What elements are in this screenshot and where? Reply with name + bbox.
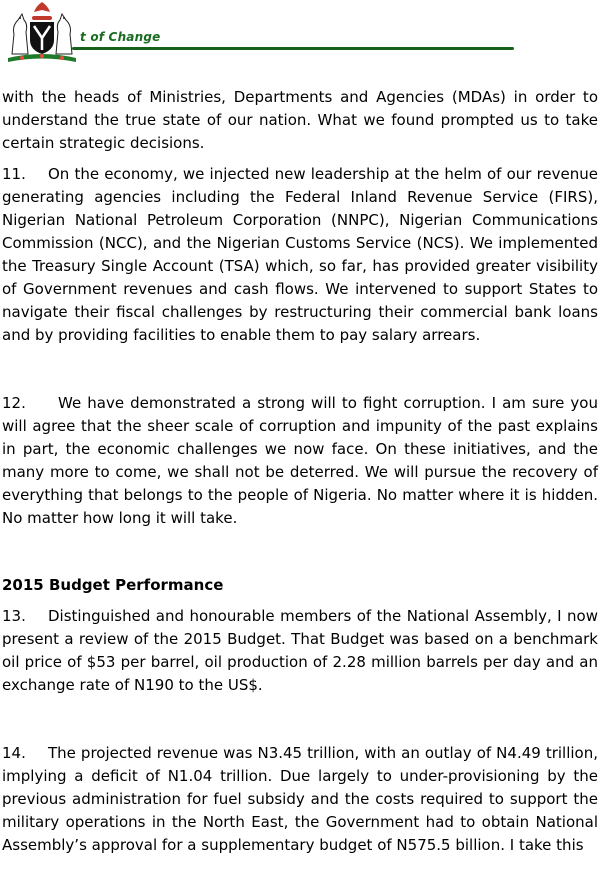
paragraph-text: Distinguished and honourable members of the National Assembly, I now present a review of the 2015 Budget. That Budget was based on a benchmark oil price of $53 per barrel, oil production of 2.28 million barrels per day and an exchange rate of N190 to the US$. bbox=[2, 607, 598, 694]
nigeria-coat-of-arms-icon bbox=[2, 0, 82, 66]
paragraph-number: 11. bbox=[2, 165, 26, 183]
paragraph-13 bbox=[2, 605, 598, 697]
paragraph-10-continued: with the heads of Ministries, Departments and Agencies (MDAs) in order to understand the true state of our nation. What we found prompted us to take certain strategic decisions. bbox=[2, 88, 598, 152]
paragraph-text: We have demonstrated a strong will to fight corruption. I am sure you will agree that the sheer scale of corruption and impunity of the past explains in part, the economic challenges we now face. On these initiatives, and the many more to come, we shall not be deterred. We will pursue the recovery of everything that belongs to the people of Nigeria. No matter where it is hidden. No matter how long it will take. bbox=[2, 394, 598, 527]
paragraph-number: 12. bbox=[2, 394, 26, 412]
paragraph-12 bbox=[2, 392, 598, 530]
section-heading: 2015 Budget Performance bbox=[2, 576, 224, 594]
header-divider bbox=[72, 47, 514, 50]
header-title: t of Change bbox=[80, 30, 161, 44]
paragraph-text: On the economy, we injected new leadership at the helm of our revenue generating agencies including the Federal Inland Revenue Service (FIRS), Nigerian National Petroleum Corporation (NNPC), Nigerian Communications Commission (NCC), and the Nigerian Customs Service (NCS). We implemented the Treasury Single Account (TSA) which, so far, has provided greater visibility of Government revenues and cash flows. We intervened to support States to navigate their fiscal challenges by restructuring their commercial bank loans and by providing facilities to enable them to pay salary arrears. bbox=[2, 165, 598, 344]
page-header bbox=[0, 0, 600, 66]
paragraph-text: The projected revenue was N3.45 trillion, with an outlay of N4.49 trillion, implying a deficit of N1.04 trillion. Due largely to under-provisioning by the previous administration for fuel subsidy and the costs required to support the military operations in the North East, the Government had to obtain National Assembly’s approval for a supplementary budget of N575.5 billion. I take this bbox=[2, 744, 598, 854]
document-body bbox=[2, 86, 598, 857]
paragraph-number: 14. bbox=[2, 744, 26, 762]
paragraph-number: 13. bbox=[2, 607, 26, 625]
paragraph-11 bbox=[2, 163, 598, 347]
paragraph-14 bbox=[2, 742, 598, 857]
